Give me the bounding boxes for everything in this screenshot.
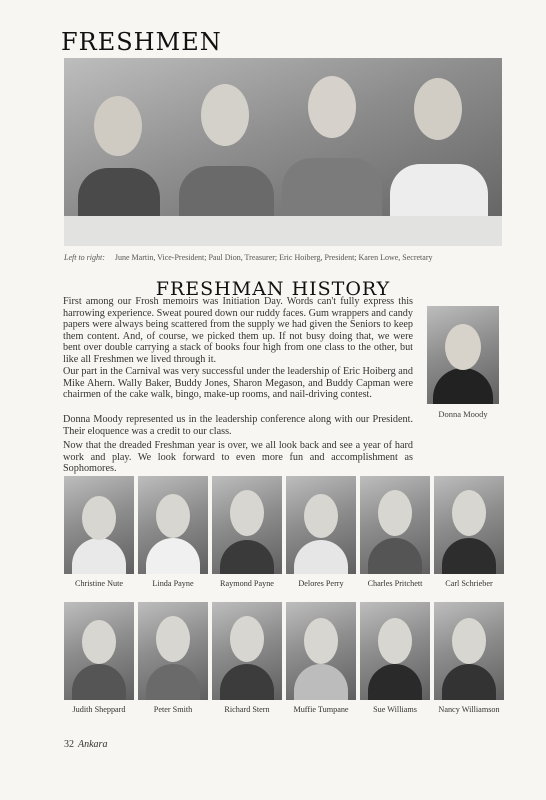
group-photo-caption [64, 253, 502, 262]
student-name: Sue Williams [373, 705, 417, 714]
publication-name: Ankara [78, 739, 108, 750]
portrait-card [434, 476, 504, 588]
student-photo [360, 602, 430, 700]
student-photo [286, 476, 356, 574]
history-paragraph: Donna Moody represented us in the leadership conference along with our President. Their eloquence was a credit to our class. [63, 414, 413, 437]
student-photo [212, 476, 282, 574]
caption-text: June Martin, Vice-President; Paul Dion, Treasurer; Eric Hoiberg, President; Karen Lowe, Secretary [114, 253, 433, 262]
student-photo [64, 476, 134, 574]
student-photo [138, 602, 208, 700]
student-name: Muffie Tumpane [293, 705, 349, 714]
featured-portrait-name: Donna Moody [438, 409, 488, 419]
page-footer [64, 739, 107, 750]
student-name: Nancy Williamson [438, 705, 500, 714]
student-photo [434, 476, 504, 574]
featured-portrait [427, 306, 499, 404]
student-photo [434, 602, 504, 700]
student-photo [360, 476, 430, 574]
student-name: Judith Sheppard [72, 705, 126, 714]
portrait-card [138, 602, 208, 714]
portrait-card [64, 602, 134, 714]
student-photo [286, 602, 356, 700]
portrait-card [434, 602, 504, 714]
student-name: Peter Smith [153, 705, 193, 714]
history-title: FRESHMAN HISTORY [155, 278, 391, 300]
student-photo [212, 602, 282, 700]
portrait-card [212, 602, 282, 714]
portrait-card [360, 476, 430, 588]
portrait-card [212, 476, 282, 588]
student-name: Charles Pritchett [367, 579, 423, 588]
student-name: Raymond Payne [220, 579, 274, 588]
portrait-card [138, 476, 208, 588]
student-photo [138, 476, 208, 574]
history-paragraph: Now that the dreaded Freshman year is over, we all look back and see a year of hard work and play. We look forward to even more fun and accomplishment as Sophomores. [63, 440, 413, 474]
page-title: FRESHMEN [61, 28, 222, 56]
portrait-card [360, 602, 430, 714]
page-number: 32 [64, 739, 74, 750]
caption-label: Left to right: [64, 253, 105, 262]
history-paragraph: Our part in the Carnival was very successful under the leadership of Eric Hoiberg and Mike Ahern. Wally Baker, Buddy Jones, Sharon Megason, and Buddy Capman were chairmen of the cake walk, bingo, make-up rooms, and nail-driving contest. [63, 366, 413, 400]
portrait-card [64, 476, 134, 588]
portrait-card [286, 476, 356, 588]
student-name: Delores Perry [298, 579, 344, 588]
student-photo [64, 602, 134, 700]
history-paragraph: First among our Frosh memoirs was Initiation Day. Words can't fully express this harrowing experience. Sweat poured down our ruddy faces. Gum wrappers and candy papers were always being scattered from the supply we had given the Seniors to keep them content. And, of course, we picked them up. If not busy doing that, we were bent over double carrying a stack of books four high from one class to the other, but like all Freshmen we lived through it. [63, 296, 413, 365]
student-name: Carl Schrieber [445, 579, 493, 588]
portrait-card [286, 602, 356, 714]
group-photo [64, 58, 502, 246]
student-name: Richard Stern [224, 705, 270, 714]
student-name: Christine Nute [75, 579, 123, 588]
student-name: Linda Payne [152, 579, 194, 588]
